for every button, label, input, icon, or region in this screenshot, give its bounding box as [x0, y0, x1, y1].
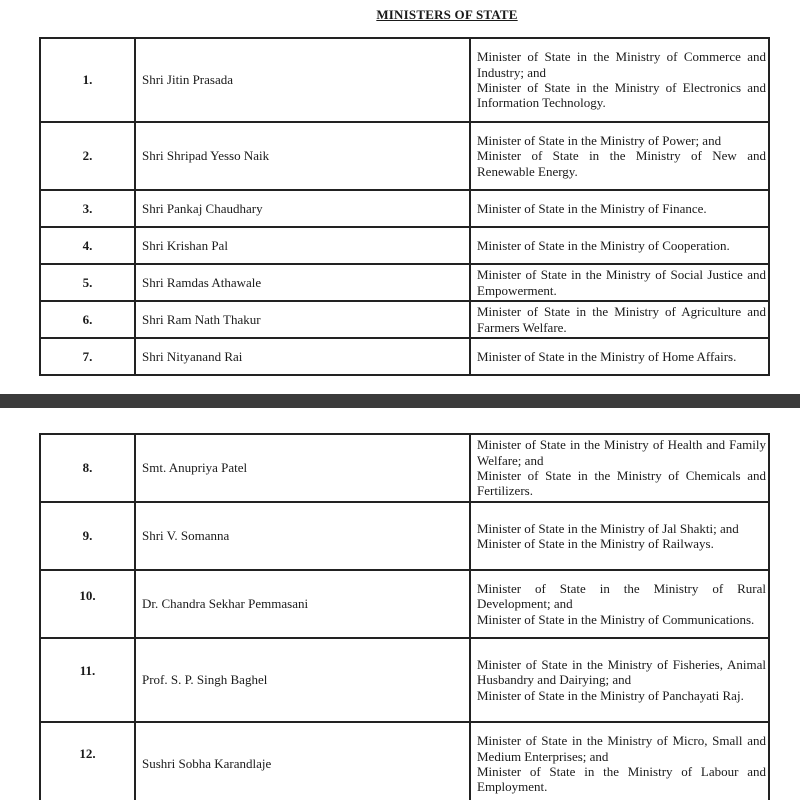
- minister-name: Shri Nityanand Rai: [135, 338, 470, 375]
- table-row: [40, 722, 769, 800]
- table-row: [40, 190, 769, 227]
- portfolio-line: Minister of State in the Ministry of Agriculture and Farmers Welfare.: [477, 304, 766, 335]
- serial-number: 7.: [40, 338, 135, 375]
- table-row: [40, 570, 769, 638]
- portfolio: [470, 122, 769, 190]
- serial-number: 5.: [40, 264, 135, 301]
- table-row: [40, 434, 769, 502]
- document-page-1: [0, 0, 800, 394]
- serial-number: 11.: [40, 638, 135, 722]
- minister-name: Sushri Sobha Karandlaje: [135, 722, 470, 800]
- table-row: [40, 264, 769, 301]
- portfolio-line: Minister of State in the Ministry of Electronics and Information Technology.: [477, 80, 766, 111]
- portfolio: [470, 338, 769, 375]
- portfolio-line: Minister of State in the Ministry of Power; and: [477, 132, 722, 148]
- portfolio-line: Minister of State in the Ministry of Railways.: [477, 536, 714, 551]
- table-row: [40, 227, 769, 264]
- portfolio-line: Minister of State in the Ministry of Commerce and Industry; and: [477, 49, 766, 80]
- portfolio-line: Minister of State in the Ministry of Home Affairs.: [477, 348, 737, 364]
- portfolio: [470, 722, 769, 800]
- portfolio-line: Minister of State in the Ministry of Micro, Small and Medium Enterprises; and: [477, 733, 766, 764]
- page-separator: [0, 394, 800, 408]
- portfolio: [470, 264, 769, 301]
- minister-name: Shri Ram Nath Thakur: [135, 301, 470, 338]
- portfolio-line: Minister of State in the Ministry of Labour and Employment.: [477, 764, 766, 795]
- portfolio: [470, 434, 769, 502]
- ministers-table-part-1: [39, 37, 770, 376]
- minister-name: Shri Jitin Prasada: [135, 38, 470, 122]
- table-row: [40, 638, 769, 722]
- serial-number: 2.: [40, 122, 135, 190]
- portfolio: [470, 638, 769, 722]
- portfolio-line: Minister of State in the Ministry of Cooperation.: [477, 237, 730, 253]
- minister-name: Prof. S. P. Singh Baghel: [135, 638, 470, 722]
- portfolio-line: Minister of State in the Ministry of Social Justice and Empowerment.: [477, 267, 766, 298]
- portfolio-line: Minister of State in the Ministry of Rural Development; and: [477, 580, 766, 612]
- portfolio-line: Minister of State in the Ministry of Jal Shakti; and: [477, 520, 739, 536]
- portfolio: [470, 570, 769, 638]
- table-row: [40, 122, 769, 190]
- portfolio: [470, 227, 769, 264]
- portfolio: [470, 190, 769, 227]
- minister-name: Shri V. Somanna: [135, 502, 470, 570]
- portfolio-line: Minister of State in the Ministry of New and Renewable Energy.: [477, 148, 766, 179]
- serial-number: 4.: [40, 227, 135, 264]
- portfolio: [470, 38, 769, 122]
- portfolio-line: Minister of State in the Ministry of Health and Family Welfare; and: [477, 437, 766, 468]
- portfolio-line: Minister of State in the Ministry of Communications.: [477, 611, 755, 627]
- minister-name: Smt. Anupriya Patel: [135, 434, 470, 502]
- portfolio-line: Minister of State in the Ministry of Fisheries, Animal Husbandry and Dairying; and: [477, 656, 766, 688]
- minister-name: Shri Ramdas Athawale: [135, 264, 470, 301]
- portfolio: [470, 502, 769, 570]
- table-row: [40, 38, 769, 122]
- minister-name: Shri Shripad Yesso Naik: [135, 122, 470, 190]
- serial-number: 9.: [40, 502, 135, 570]
- portfolio-line: Minister of State in the Ministry of Finance.: [477, 200, 707, 216]
- table-row: [40, 502, 769, 570]
- serial-number: 12.: [40, 722, 135, 800]
- serial-number: 1.: [40, 38, 135, 122]
- page-heading: MINISTERS OF STATE: [376, 7, 518, 22]
- table-row: [40, 338, 769, 375]
- serial-number: 3.: [40, 190, 135, 227]
- portfolio: [470, 301, 769, 338]
- portfolio-line: Minister of State in the Ministry of Chemicals and Fertilizers.: [477, 468, 766, 499]
- ministers-table-part-2: [39, 433, 770, 800]
- minister-name: Shri Pankaj Chaudhary: [135, 190, 470, 227]
- portfolio-line: Minister of State in the Ministry of Panchayati Raj.: [477, 687, 744, 703]
- serial-number: 6.: [40, 301, 135, 338]
- serial-number: 8.: [40, 434, 135, 502]
- document-page-2: [0, 408, 800, 800]
- minister-name: Dr. Chandra Sekhar Pemmasani: [135, 570, 470, 638]
- serial-number: 10.: [40, 570, 135, 638]
- table-row: [40, 301, 769, 338]
- minister-name: Shri Krishan Pal: [135, 227, 470, 264]
